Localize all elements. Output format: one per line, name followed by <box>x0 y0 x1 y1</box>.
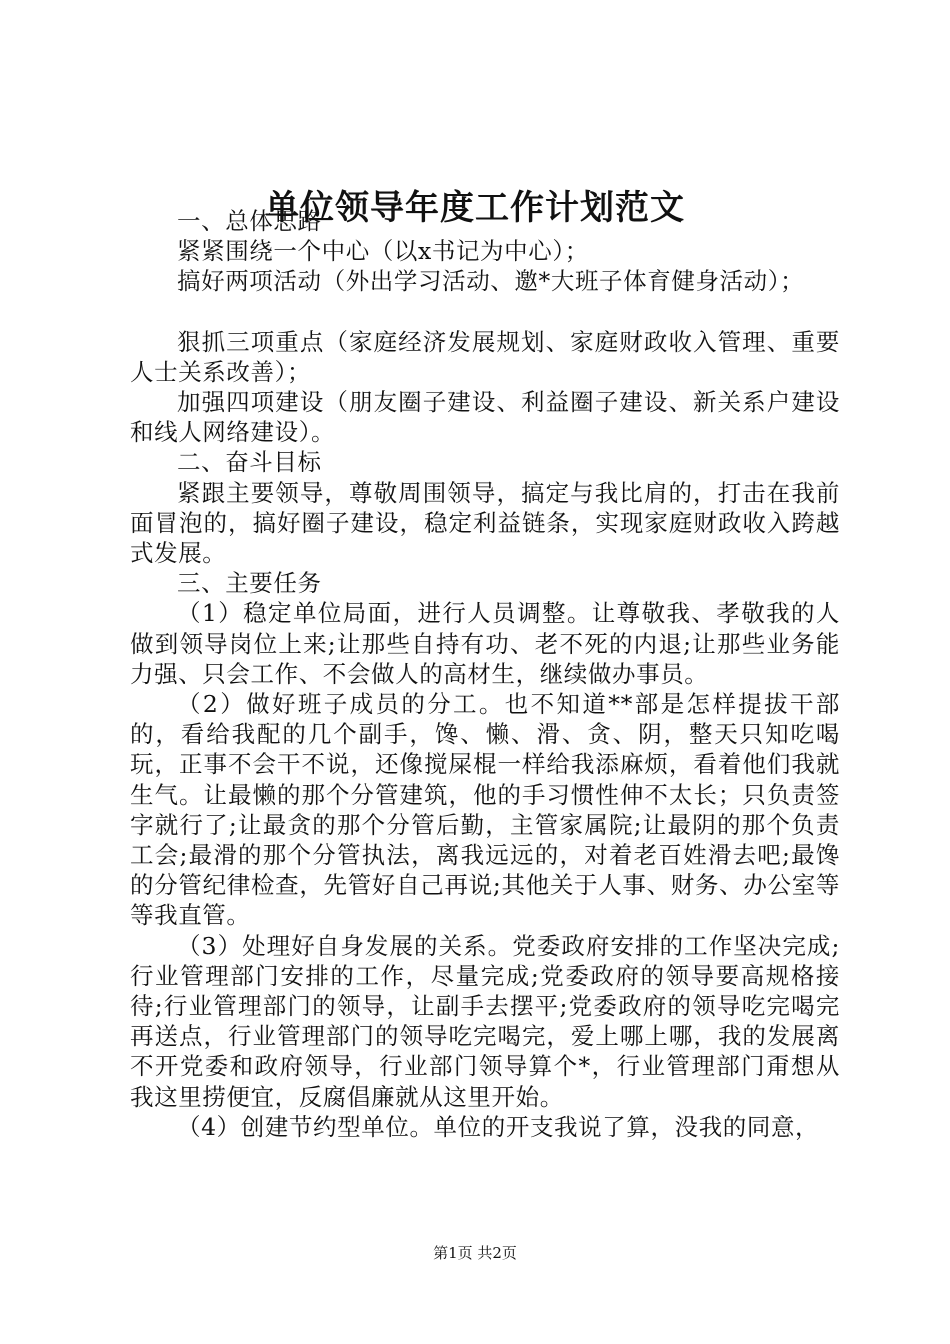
body-paragraph: 紧紧围绕一个中心（以x书记为中心）； <box>177 237 589 266</box>
document-title: 单位领导年度工作计划范文 <box>265 188 685 228</box>
section-heading: 三、主要任务 <box>177 569 322 598</box>
body-paragraph: （1）稳定单位局面，进行人员调整。让尊敬我、孝敬我的人做到领导岗位上来;让那些自持有功、老不死的内退;让那些业务能力强、只会工作、不会做人的高材生，继续做办事员。 <box>130 599 840 688</box>
section-heading: 二、奋斗目标 <box>177 448 322 477</box>
body-paragraph: 狠抓三项重点（家庭经济发展规划、家庭财政收入管理、重要人士关系改善）； <box>130 327 840 386</box>
body-paragraph: （3）处理好自身发展的关系。党委政府安排的工作坚决完成;行业管理部门安排的工作，尽量完成;党委政府的领导要高规格接待;行业管理部门的领导，让副手去摆平;党委政府的领导吃完喝完再送点，行业管理部门的领导吃完喝完，爱上哪上哪，我的发展离不开党委和政府领导，行业部门领导算个*，行业管理部门甭想从我这里捞便宜，反腐倡廉就从这里开始。 <box>130 931 840 1111</box>
section-heading: 一、总体思路 <box>177 207 322 235</box>
body-paragraph: （4）创建节约型单位。单位的开支我说了算，没我的同意， <box>177 1112 820 1141</box>
body-paragraph: （2）做好班子成员的分工。也不知道**部是怎样提拔干部的，看给我配的几个副手，馋、懒、滑、贪、阴，整天只知吃喝玩，正事不会干不说，还像搅屎棍一样给我添麻烦，看着他们我就生气。让最懒的那个分管建筑，他的手习惯性伸不太长；只负责签字就行了;让最贪的那个分管后勤，主管家属院;让最阴的那个负责工会;最滑的那个分管执法，离我远远的，对着老百姓滑去吧;最馋的分管纪律检查，先管好自己再说;其他关于人事、财务、办公室等等我直管。 <box>130 690 840 930</box>
body-paragraph: 紧跟主要领导，尊敬周围领导，搞定与我比肩的，打击在我前面冒泡的，搞好圈子建设，稳定利益链条，实现家庭财政收入跨越式发展。 <box>130 478 840 568</box>
body-paragraph: 搞好两项活动（外出学习活动、邀*大班子体育健身活动）； <box>177 267 805 296</box>
document-body <box>130 206 840 1142</box>
page-footer: 第1页 共2页 <box>433 1244 517 1262</box>
body-paragraph: 加强四项建设（朋友圈子建设、利益圈子建设、新关系户建设和线人网络建设）。 <box>130 388 840 447</box>
